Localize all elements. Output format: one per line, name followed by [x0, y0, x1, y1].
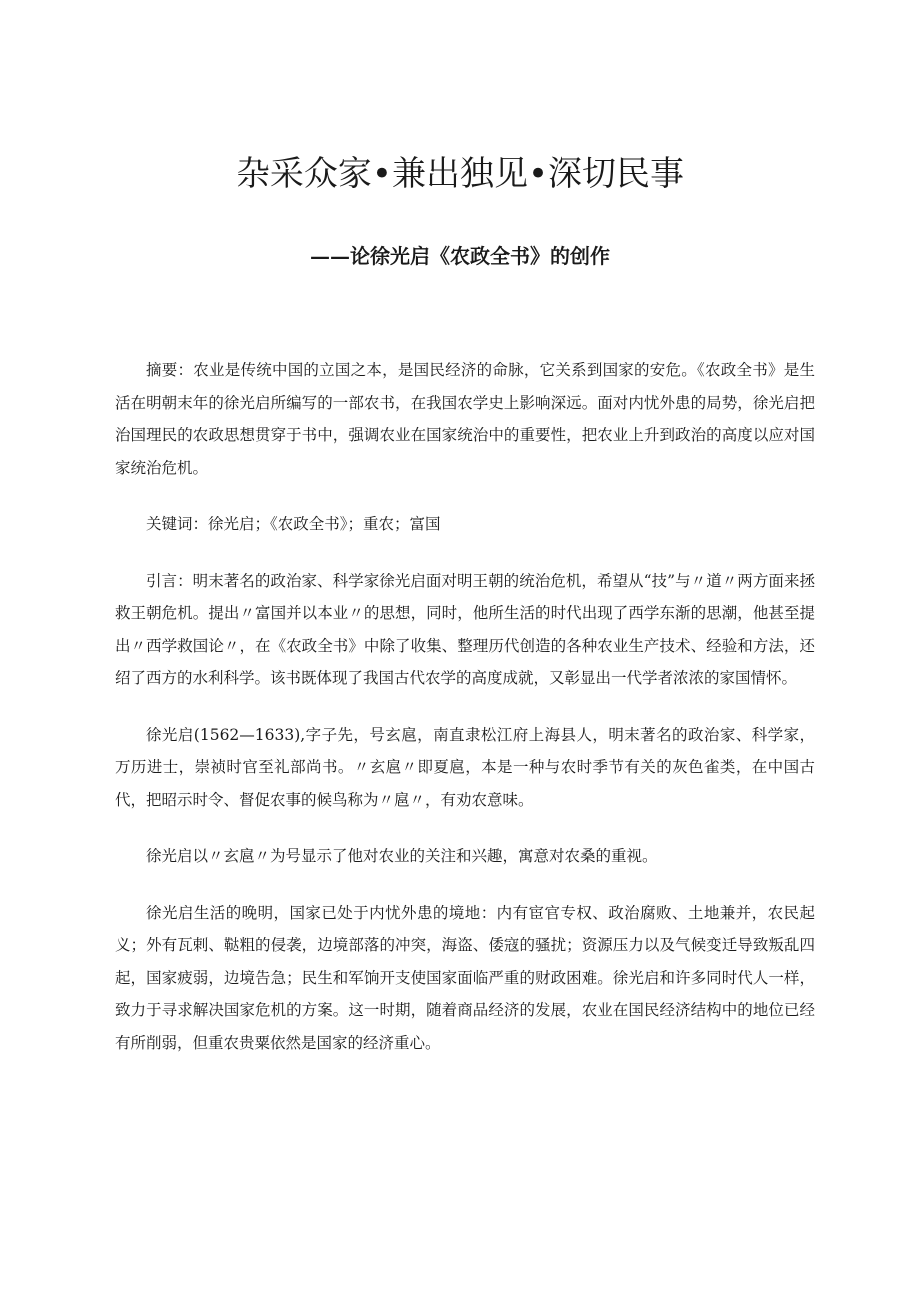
document-body: [115, 354, 815, 1083]
keywords-paragraph: 关键词：徐光启；《农政全书》；重农；富国: [146, 515, 441, 533]
document-subtitle: ——论徐光启《农政全书》的创作: [310, 244, 610, 268]
body-paragraph: 徐光启以〃玄扈〃为号显示了他对农业的关注和兴趣，寓意对农桑的重视。: [146, 847, 658, 865]
abstract-paragraph: 摘要：农业是传统中国的立国之本，是国民经济的命脉，它关系到国家的安危。《农政全书》是生活在明朝末年的徐光启所编写的一部农书，在我国农学史上影响深远。面对内忧外患的局势，徐光启把治国理民的农政思想贯穿于书中，强调农业在国家统治中的重要性，把农业上升到政治的高度以应对国家统治危机。: [115, 361, 815, 477]
body-paragraph: 徐光启生活的晚明，国家已处于内忧外患的境地：内有宦官专权、政治腐败、土地兼并，农民起义；外有瓦剌、鞑粗的侵袭，边境部落的冲突，海盗、倭寇的骚扰；资源压力以及气候变迁导致叛乱四起，国家疲弱，边境告急；民生和军饷开支使国家面临严重的财政困难。徐光启和许多同时代人一样，致力于寻求解决国家危机的方案。这一时期，随着商品经济的发展，农业在国民经济结构中的地位已经有所削弱，但重农贵粟依然是国家的经济重心。: [115, 903, 815, 1052]
document-title: 杂采众家•兼出独见•深切民事: [235, 154, 685, 194]
body-paragraph: 徐光启(1562—1633),字子先，号玄扈，南直隶松江府上海县人，明末著名的政治家、科学家，万历进士，崇祯时官至礼部尚书。〃玄扈〃即夏扈，本是一种与农时季节有关的灰色雀类，在中国古代，把昭示时令、督促农事的候鸟称为〃扈〃，有劝农意味。: [115, 725, 815, 809]
introduction-paragraph: 引言：明末著名的政治家、科学家徐光启面对明王朝的统治危机，希望从“技”与〃道〃两方面来拯救王朝危机。提出〃富国并以本业〃的思想，同时，他所生活的时代出现了西学东渐的思潮，他甚至提出〃西学救国论〃，在《农政全书》中除了收集、整理历代创造的各种农业生产技术、经验和方法，还绍了西方的水利科学。该书既体现了我国古代农学的高度成就，又彰显出一代学者浓浓的家国情怀。: [115, 571, 815, 687]
